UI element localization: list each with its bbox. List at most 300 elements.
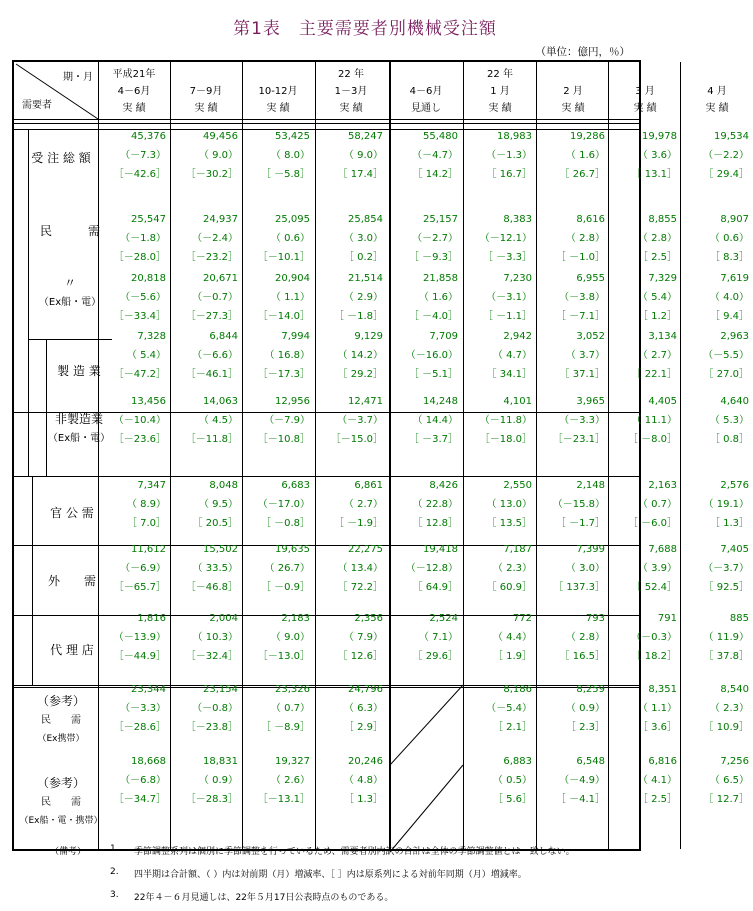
data-cell: 19,635 [275, 544, 310, 555]
data-cell: （ 0.6） [709, 233, 749, 244]
data-cell: 4,640 [720, 396, 749, 407]
data-cell: ［ －0.9］ [260, 582, 310, 593]
data-cell: ［ 64.9］ [412, 582, 458, 593]
column-header-line: 22 年 [487, 69, 513, 80]
data-cell: （ 7.1） [418, 632, 458, 643]
data-cell: ［－46.8］ [185, 582, 238, 593]
data-cell: （－6.6） [192, 350, 238, 361]
data-cell: （ 7.9） [343, 632, 383, 643]
data-cell: ［－65.7］ [113, 582, 166, 593]
row-label: 民 需 [39, 224, 100, 238]
data-cell: ［ 2.5］ [637, 794, 677, 805]
data-cell: 25,547 [131, 214, 166, 225]
data-cell: 19,286 [570, 131, 605, 142]
data-cell: 23,344 [131, 684, 166, 695]
data-cell: ［－47.2］ [113, 369, 166, 380]
data-cell: （－12.1） [479, 233, 532, 244]
data-cell: （ 0.7） [270, 703, 310, 714]
data-cell: （ 19.1） [703, 499, 749, 510]
data-cell: （ 9.0） [343, 150, 383, 161]
data-cell: ［ 34.1］ [486, 369, 532, 380]
data-cell: 9,129 [354, 331, 383, 342]
data-cell: 25,854 [348, 214, 383, 225]
header-divider-2 [14, 123, 639, 124]
data-cell: ［ 137.3］ [553, 582, 605, 593]
data-cell: 2,550 [503, 480, 532, 491]
column-header-line [242, 66, 314, 83]
data-cell: （ 2.8） [565, 632, 605, 643]
data-cell: （－13.9） [113, 632, 166, 643]
notes-prefix: （備考） [50, 847, 87, 857]
data-cell: 55,480 [423, 131, 458, 142]
column-header-line: 実 績 [705, 103, 729, 114]
data-cell: （－16.0） [405, 350, 458, 361]
empty-cell-slash [390, 685, 463, 765]
data-cell: （－6.9） [120, 563, 166, 574]
data-cell: （ 2.7） [637, 350, 677, 361]
data-cell: （ 3.6） [637, 150, 677, 161]
data-cell: （ 0.7） [637, 499, 677, 510]
data-cell: （ 1.6） [418, 292, 458, 303]
data-cell: （ 22.8） [412, 499, 458, 510]
data-cell: （ 3.0） [343, 233, 383, 244]
data-cell: （ 16.8） [264, 350, 310, 361]
data-cell: ［ 29.2］ [337, 369, 383, 380]
data-cell: 2,163 [648, 480, 677, 491]
data-cell: （ 13.0） [486, 499, 532, 510]
column-header-line: 4－6月 [117, 86, 151, 97]
data-cell: 8,186 [503, 684, 532, 695]
column-header-line [609, 66, 681, 83]
data-cell: ［ －9.3］ [408, 252, 458, 263]
data-cell: ［ －7.1］ [555, 311, 605, 322]
data-cell: 58,247 [348, 131, 383, 142]
data-cell: 18,668 [131, 756, 166, 767]
data-cell: ［ －4.0］ [408, 311, 458, 322]
data-cell: 19,534 [714, 131, 749, 142]
data-cell: 20,818 [131, 273, 166, 284]
data-cell: ［－28.6］ [113, 722, 166, 733]
data-cell: ［ 27.0］ [703, 369, 749, 380]
data-cell: （ 14.4） [412, 415, 458, 426]
data-cell: ［ 37.8］ [703, 651, 749, 662]
data-cell: （ 11.1） [631, 415, 677, 426]
column-header-line: 22 年 [338, 69, 364, 80]
data-cell: （－5.6） [120, 292, 166, 303]
data-cell: （－7.3） [120, 150, 166, 161]
data-cell: ［ 72.2］ [337, 582, 383, 593]
data-cell: （－7.9） [264, 415, 310, 426]
note-1-num: 1. [110, 844, 119, 854]
data-cell: （ 2.9） [343, 292, 383, 303]
data-cell: ［ 37.1］ [559, 369, 605, 380]
row-label: 官 公 需 [50, 506, 94, 520]
data-cell: ［－10.8］ [257, 434, 310, 445]
data-cell: （－3.3） [559, 415, 605, 426]
data-cell: （ 13.4） [337, 563, 383, 574]
column-header-line [537, 66, 609, 83]
column-header-line: 2 月 [563, 86, 583, 97]
data-cell: 8,048 [209, 480, 238, 491]
data-cell: ［ 2.1］ [492, 722, 532, 733]
column-header-line: 見通し [411, 103, 441, 114]
data-cell: ［ －1.7］ [555, 518, 605, 529]
data-cell: 24,937 [203, 214, 238, 225]
data-cell: （ 4.8） [343, 775, 383, 786]
note-2-num: 2. [110, 867, 119, 877]
data-cell: ［ －5.8］ [260, 169, 310, 180]
data-cell: 8,426 [429, 480, 458, 491]
column-header-line: 10-12月 [258, 86, 298, 97]
data-cell: （－1.3） [486, 150, 532, 161]
data-cell: （－3.3） [120, 703, 166, 714]
data-cell: 20,671 [203, 273, 238, 284]
column-header-line: 実 績 [339, 103, 363, 114]
data-cell: 7,230 [503, 273, 532, 284]
data-cell: ［－13.0］ [257, 651, 310, 662]
data-cell: ［ 12.6］ [337, 651, 383, 662]
data-cell: ［－23.2］ [185, 252, 238, 263]
data-cell: 23,154 [203, 684, 238, 695]
column-header [609, 66, 681, 120]
data-cell: 2,148 [576, 480, 605, 491]
data-cell: 6,844 [209, 331, 238, 342]
row-label: 〃 [63, 276, 76, 290]
data-cell: （ 9.0） [198, 150, 238, 161]
data-cell: （－3.8） [559, 292, 605, 303]
row-sublabel: （Ex船・電） [47, 433, 111, 444]
column-header [537, 66, 609, 120]
data-cell: （ 26.7） [264, 563, 310, 574]
data-cell: ［－14.0］ [257, 311, 310, 322]
data-cell: ［ －5.1］ [408, 369, 458, 380]
column-header-line: 1－3月 [334, 86, 368, 97]
data-cell: 885 [729, 613, 749, 624]
data-cell: ［－23.1］ [552, 434, 605, 445]
data-cell: ［－28.3］ [185, 794, 238, 805]
data-cell: 2,576 [720, 480, 749, 491]
data-cell: ［ －1.8］ [333, 311, 383, 322]
column-header-line: 3 月 [635, 86, 655, 97]
column-header [315, 66, 387, 120]
data-cell: ［ 1.3］ [709, 518, 749, 529]
data-cell: ［ 5.6］ [492, 794, 532, 805]
data-cell: （－4.9） [559, 775, 605, 786]
data-cell: ［－33.4］ [113, 311, 166, 322]
data-cell: 6,548 [576, 756, 605, 767]
column-header [98, 66, 170, 120]
data-cell: 21,514 [348, 273, 383, 284]
data-cell: ［ 9.4］ [709, 311, 749, 322]
row-sublabel-2: （Ex船・電・携帯） [19, 816, 103, 826]
data-cell: ［－30.2］ [185, 169, 238, 180]
data-cell: （－0.3） [631, 632, 677, 643]
data-cell: 14,248 [423, 396, 458, 407]
column-header-line: 1 月 [490, 86, 510, 97]
data-cell: ［ 8.3］ [709, 252, 749, 263]
data-cell: 7,347 [137, 480, 166, 491]
column-header-line [170, 66, 242, 83]
data-cell: ［－18.0］ [479, 434, 532, 445]
data-cell: ［－13.1］ [257, 794, 310, 805]
data-cell: 21,858 [423, 273, 458, 284]
row-label: 製 造 業 [57, 364, 101, 378]
data-cell: ［ 7.0］ [126, 518, 166, 529]
row-label: 受 注 総 額 [31, 151, 91, 165]
data-cell: 20,246 [348, 756, 383, 767]
data-cell: 7,688 [648, 544, 677, 555]
column-header-line: 実 績 [488, 103, 512, 114]
data-cell: （－5.5） [703, 350, 749, 361]
column-header-line: 実 績 [633, 103, 657, 114]
data-cell: ［ 1.3］ [343, 794, 383, 805]
data-cell: （－2.4） [192, 233, 238, 244]
note-2: 四半期は合計額、（ ）内は対前期（月）増減率、［ ］内は原系列による対前年同期（月）増減率。 [134, 870, 527, 880]
data-cell: （－10.4） [113, 415, 166, 426]
data-cell: （ 9.5） [198, 499, 238, 510]
data-cell: 18,831 [203, 756, 238, 767]
data-cell: 8,351 [648, 684, 677, 695]
data-cell: （ 3.9） [637, 563, 677, 574]
data-cell: （ 5.3） [709, 415, 749, 426]
data-cell: ［ －3.3］ [482, 252, 532, 263]
orders-table [12, 60, 749, 851]
data-cell: ［ －1.0］ [555, 252, 605, 263]
data-cell: 7,256 [720, 756, 749, 767]
data-cell: （ 6.5） [709, 775, 749, 786]
data-cell: ［－42.6］ [113, 169, 166, 180]
data-cell: ［ －8.0］ [627, 434, 677, 445]
data-cell: ［ 16.7］ [486, 169, 532, 180]
data-cell: 3,965 [576, 396, 605, 407]
data-cell: （ 1.1） [270, 292, 310, 303]
data-cell: ［－11.8］ [185, 434, 238, 445]
data-cell: 13,456 [131, 396, 166, 407]
data-cell: ［ －3.7］ [408, 434, 458, 445]
data-cell: （－12.8） [405, 563, 458, 574]
data-cell: 7,619 [720, 273, 749, 284]
data-cell: （ 0.9） [198, 775, 238, 786]
data-cell: 2,524 [429, 613, 458, 624]
data-cell: （ 4.4） [492, 632, 532, 643]
data-cell: ［ －4.1］ [555, 794, 605, 805]
column-header-line: 実 績 [194, 103, 218, 114]
data-cell: ［ 2.5］ [637, 252, 677, 263]
data-cell: （ 4.5） [198, 415, 238, 426]
data-cell: （－3.1） [486, 292, 532, 303]
data-cell: ［－44.9］ [113, 651, 166, 662]
data-cell: 45,376 [131, 131, 166, 142]
row-sublabel: 民 需 [41, 715, 81, 726]
data-cell: ［ 0.8］ [709, 434, 749, 445]
data-cell: 772 [512, 613, 532, 624]
data-cell: （－3.7） [703, 563, 749, 574]
data-cell: （－4.7） [412, 150, 458, 161]
column-header [170, 66, 242, 120]
page-title: 第1表 主要需要者別機械受注額 [233, 19, 497, 39]
column-header-line: 7－9月 [189, 86, 223, 97]
data-cell: 8,855 [648, 214, 677, 225]
data-cell: 3,052 [576, 331, 605, 342]
data-cell: 12,471 [348, 396, 383, 407]
data-cell: （ 6.3） [343, 703, 383, 714]
data-cell: ［ 16.5］ [559, 651, 605, 662]
data-cell: （－17.0） [257, 499, 310, 510]
data-cell: ［ 2.3］ [565, 722, 605, 733]
data-cell: 6,816 [648, 756, 677, 767]
data-cell: 2,004 [209, 613, 238, 624]
data-cell: （ 4.0） [709, 292, 749, 303]
data-cell: （ 0.6） [270, 233, 310, 244]
data-cell: 24,796 [348, 684, 383, 695]
column-header-line: 4 月 [707, 86, 727, 97]
data-cell: ［ －6.0］ [627, 518, 677, 529]
column-header-line [390, 66, 462, 83]
data-cell: 6,683 [281, 480, 310, 491]
data-cell: 7,994 [281, 331, 310, 342]
note-1: 季節調整系列は個別に季節調整を行っているため、需要者別内訳の合計は全体の季節調整値とは一致しない。 [134, 847, 575, 857]
data-cell: 8,259 [576, 684, 605, 695]
data-cell: （－0.8） [192, 703, 238, 714]
row-label: （参考） [36, 776, 85, 790]
data-cell: （ 2.7） [343, 499, 383, 510]
data-cell: 8,540 [720, 684, 749, 695]
data-cell: （ 5.4） [637, 292, 677, 303]
data-cell: 791 [657, 613, 677, 624]
data-cell: ［ －1.1］ [482, 311, 532, 322]
column-header-line: 4－6月 [409, 86, 443, 97]
data-cell: （ 9.0） [270, 632, 310, 643]
data-cell: 23,326 [275, 684, 310, 695]
data-cell: 19,978 [642, 131, 677, 142]
data-cell: 8,383 [503, 214, 532, 225]
data-cell: （ 2.8） [637, 233, 677, 244]
data-cell: （ 8.9） [126, 499, 166, 510]
data-cell: （ 4.7） [492, 350, 532, 361]
data-cell: ［ 13.5］ [486, 518, 532, 529]
data-cell: （ 11.9） [703, 632, 749, 643]
data-cell: ［ 18.2］ [631, 651, 677, 662]
data-cell: （ 0.9） [565, 703, 605, 714]
data-cell: 8,907 [720, 214, 749, 225]
data-cell: ［ 29.4］ [703, 169, 749, 180]
column-header-line: 実 績 [561, 103, 585, 114]
row-label: 非製造業 [54, 412, 103, 426]
data-cell: 14,063 [203, 396, 238, 407]
data-cell: 6,955 [576, 273, 605, 284]
data-cell: ［ 0.2］ [343, 252, 383, 263]
empty-cell-slash [390, 765, 463, 852]
data-cell: （ 33.5） [192, 563, 238, 574]
data-cell: ［ 2.9］ [343, 722, 383, 733]
data-cell: 25,095 [275, 214, 310, 225]
unit-label: （単位：億円，％） [535, 46, 630, 58]
data-cell: ［ 29.6］ [412, 651, 458, 662]
note-3: 22年４－６月見通しは、22年５月17日公表時点のものである。 [134, 893, 394, 903]
data-cell: ［ －0.8］ [260, 518, 310, 529]
data-cell: （ 3.0） [565, 563, 605, 574]
group-border [46, 339, 47, 476]
data-cell: 7,187 [503, 544, 532, 555]
data-cell: 12,956 [275, 396, 310, 407]
data-cell: （ 1.6） [565, 150, 605, 161]
data-cell: ［－27.3］ [185, 311, 238, 322]
data-cell: ［－15.0］ [330, 434, 383, 445]
data-cell: ［－23.8］ [185, 722, 238, 733]
data-cell: ［ －8.9］ [260, 722, 310, 733]
data-cell: 49,456 [203, 131, 238, 142]
data-cell: 7,709 [429, 331, 458, 342]
data-cell: 20,904 [275, 273, 310, 284]
data-cell: （ 5.4） [126, 350, 166, 361]
data-cell: （ 2.8） [565, 233, 605, 244]
data-cell: （ 4.1） [637, 775, 677, 786]
data-cell: ［ 26.7］ [559, 169, 605, 180]
data-cell: ［－32.4］ [185, 651, 238, 662]
row-label: （参考） [36, 694, 85, 708]
data-cell: ［－10.1］ [257, 252, 310, 263]
data-cell: 1,816 [137, 613, 166, 624]
row-sublabel: 民 需 [41, 797, 81, 808]
data-cell: ［ －1.9］ [333, 518, 383, 529]
data-cell: ［ 10.9］ [703, 722, 749, 733]
row-label: 代 理 店 [50, 643, 94, 657]
data-cell: （－1.8） [120, 233, 166, 244]
data-cell: ［ 1.2］ [637, 311, 677, 322]
data-cell: 7,329 [648, 273, 677, 284]
data-cell: （ 10.3） [192, 632, 238, 643]
column-header-line [681, 66, 753, 83]
data-cell: 6,861 [354, 480, 383, 491]
data-cell: （ 14.2） [337, 350, 383, 361]
data-cell: 2,183 [281, 613, 310, 624]
data-cell: ［－23.6］ [113, 434, 166, 445]
data-cell: ［ 17.4］ [337, 169, 383, 180]
data-cell: 25,157 [423, 214, 458, 225]
data-cell: （－0.7） [192, 292, 238, 303]
data-cell: 793 [585, 613, 605, 624]
data-cell: （ 3.7） [565, 350, 605, 361]
row-label: 外 需 [47, 574, 96, 588]
column-header-line: 実 績 [122, 103, 146, 114]
data-cell: ［－17.3］ [257, 369, 310, 380]
data-cell: ［ 52.4］ [631, 582, 677, 593]
data-cell: ［ 3.6］ [637, 722, 677, 733]
data-cell: 6,883 [503, 756, 532, 767]
data-cell: 11,612 [131, 544, 166, 555]
data-cell: 7,405 [720, 544, 749, 555]
row-sublabel-2: （Ex携帯） [37, 734, 85, 744]
column-header [390, 66, 462, 120]
data-cell: （－5.4） [486, 703, 532, 714]
row-sublabel: （Ex船・電） [38, 297, 102, 308]
header-demander-label: 需要者 [22, 100, 52, 111]
data-cell: 3,134 [648, 331, 677, 342]
data-cell: 19,418 [423, 544, 458, 555]
data-cell: 4,101 [503, 396, 532, 407]
data-cell: 2,356 [354, 613, 383, 624]
data-cell: ［ 60.9］ [486, 582, 532, 593]
data-cell: 4,405 [648, 396, 677, 407]
data-cell: （ 1.1） [637, 703, 677, 714]
data-cell: 8,616 [576, 214, 605, 225]
data-cell: 7,328 [137, 331, 166, 342]
data-cell: ［ 22.1］ [631, 369, 677, 380]
data-cell: 7,399 [576, 544, 605, 555]
data-cell: 18,983 [497, 131, 532, 142]
data-cell: 22,275 [348, 544, 383, 555]
data-cell: 53,425 [275, 131, 310, 142]
